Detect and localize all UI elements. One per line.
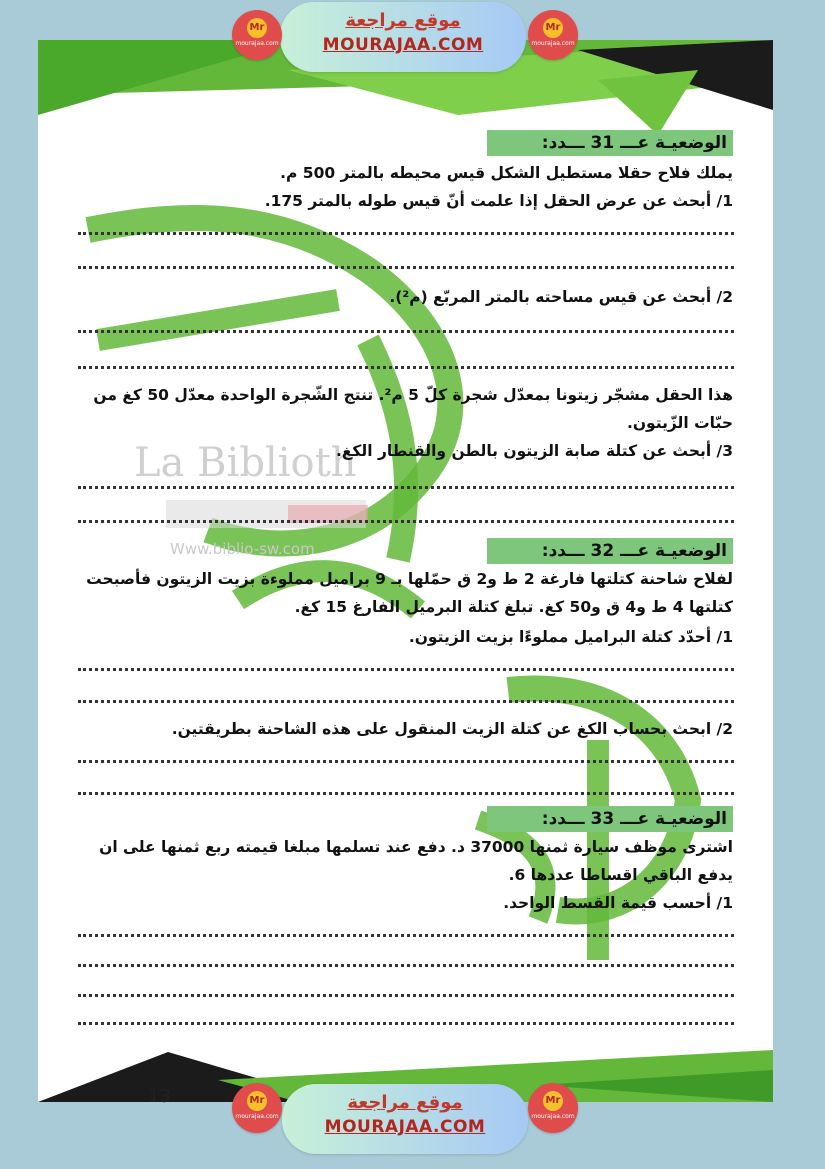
banner-arabic-label: موقع مراجعة <box>345 10 461 31</box>
situation-31-question-2: 2/ أبحث عن قيس مساحته بالمتر المربّع (م²). <box>389 288 733 306</box>
situation-33-line-1: اشترى موظف سيارة ثمنها 37000 د. دفع عند تسلمها مبلغا قيمته ربع ثمنها على ان <box>99 838 733 856</box>
page-number: 13 <box>148 1086 171 1107</box>
banner-site-url[interactable]: MOURAJAA.COM <box>322 35 484 55</box>
site-logo-icon: Mr mourajaa.com <box>232 1083 282 1133</box>
answer-line[interactable] <box>78 1022 734 1027</box>
situation-32-header: الوضعيـة عـــ 32 ـــدد: <box>487 538 733 564</box>
situation-32-line-1: لفلاح شاحنة كتلتها فارغة 2 ط و2 ق حمّلها بـ 9 براميل مملوءة بزيت الزيتون فأصبحت <box>86 570 733 588</box>
situation-31-question-1: 1/ أبحث عن عرض الحقل إذا علمت أنّ قيس طوله بالمتر 175. <box>264 192 733 210</box>
answer-line[interactable] <box>78 700 734 705</box>
situation-32-question-2: 2/ ابحث بحساب الكغ عن كتلة الزيت المنقول على هذه الشاحنة بطريقتين. <box>171 720 733 738</box>
answer-line[interactable] <box>78 934 734 939</box>
situation-32-question-1: 1/ أحدّد كتلة البراميل مملوءًا بزيت الزيتون. <box>408 628 733 646</box>
answer-line[interactable] <box>78 668 734 673</box>
answer-line[interactable] <box>78 486 734 491</box>
situation-31-header: الوضعيـة عـــ 31 ـــدد: <box>487 130 733 156</box>
watermark-url: Www.biblio-sw.com <box>170 540 315 558</box>
answer-line[interactable] <box>78 964 734 969</box>
site-logo-icon: Mr mourajaa.com <box>528 10 578 60</box>
answer-line[interactable] <box>78 994 734 999</box>
banner-site-url[interactable]: MOURAJAA.COM <box>324 1117 486 1137</box>
situation-33-line-2: يدفع الباقي اقساطا عددها 6. <box>508 866 733 884</box>
answer-line[interactable] <box>78 232 734 237</box>
banner-arabic-label: موقع مراجعة <box>347 1092 463 1113</box>
site-logo-icon: Mr mourajaa.com <box>232 10 282 60</box>
situation-33-question-1: 1/ أحسب قيمة القسط الواحد. <box>503 894 733 912</box>
answer-line[interactable] <box>78 330 734 335</box>
answer-line[interactable] <box>78 792 734 797</box>
bottom-site-banner[interactable] <box>282 1084 528 1154</box>
answer-line[interactable] <box>78 520 734 525</box>
answer-line[interactable] <box>78 266 734 271</box>
watermark-brand: La Biblioth <box>134 440 357 486</box>
situation-31-line-1: يملك فلاح حقلا مستطيل الشكل قيس محيطه بالمتر 500 م. <box>280 164 733 182</box>
worksheet-content <box>38 40 773 1102</box>
site-logo-icon: Mr mourajaa.com <box>528 1083 578 1133</box>
situation-31-line-2: هذا الحقل مشجّر زيتونا بمعدّل شجرة كلّ 5 م². تنتج الشّجرة الواحدة معدّل 50 كغ من <box>93 386 733 404</box>
situation-32-line-2: كتلتها 4 ط و4 ق و50 كغ. تبلغ كتلة البرميل الفارغ 15 كغ. <box>294 598 733 616</box>
situation-33-header: الوضعيـة عـــ 33 ـــدد: <box>487 806 733 832</box>
answer-line[interactable] <box>78 760 734 765</box>
situation-31-line-3: حبّات الزّيتون. <box>626 414 733 432</box>
situation-31-question-3: 3/ أبحث عن كتلة صابة الزيتون بالطن والقنطار الكغ. <box>335 442 733 460</box>
answer-line[interactable] <box>78 366 734 371</box>
